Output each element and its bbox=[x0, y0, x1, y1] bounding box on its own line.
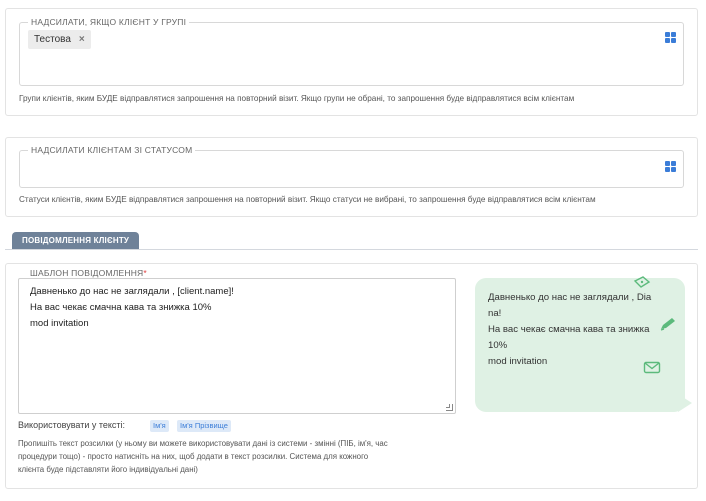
grid-select-icon[interactable] bbox=[665, 32, 676, 43]
pen-icon bbox=[659, 316, 677, 332]
groups-hint: Групи клієнтів, яким БУДЕ відправлятися запрошення на повторний візит. Якщо групи не обрані, то запрошення буде відправлятися всім клієнтам bbox=[19, 94, 575, 103]
message-preview-bubble bbox=[475, 278, 685, 412]
bubble-tail bbox=[678, 394, 692, 412]
statuses-select[interactable] bbox=[19, 145, 684, 188]
preview-line: mod invitation bbox=[488, 356, 548, 367]
template-hint-line: клієнта буде підставляти його індивідуальні дані) bbox=[18, 465, 198, 474]
template-hint-line: процедури тощо) - просто натисніть на них, щоб додати в текст розсилки. Система для кожного bbox=[18, 452, 369, 461]
template-line: Давненько до нас не заглядали , [client.name]! bbox=[30, 286, 234, 297]
preview-text bbox=[488, 290, 670, 370]
statuses-card bbox=[5, 137, 698, 217]
grid-select-icon[interactable] bbox=[665, 161, 676, 172]
vars-label: Використовувати у тексті: bbox=[18, 420, 126, 430]
template-textarea[interactable] bbox=[18, 278, 456, 414]
ticket-icon bbox=[633, 276, 651, 290]
statuses-legend: НАДСИЛАТИ КЛІЄНТАМ ЗІ СТАТУСОМ bbox=[28, 145, 195, 156]
var-tag-full-name[interactable]: Ім'я Прізвище bbox=[177, 420, 231, 432]
groups-select[interactable] bbox=[19, 17, 684, 86]
groups-card bbox=[5, 8, 698, 116]
template-line: На вас чекає смачна кава та знижка 10% bbox=[30, 302, 212, 313]
preview-line: na! bbox=[488, 308, 502, 319]
group-chip-label: Тестова bbox=[34, 34, 71, 45]
preview-line: 10% bbox=[488, 340, 508, 351]
statuses-hint: Статуси клієнтів, яким БУДЕ відправлятися запрошення на повторний візит. Якщо статуси не вибрані, то запрошення буде відправлятися всім клієнтам bbox=[19, 195, 596, 204]
required-mark: * bbox=[143, 268, 147, 278]
template-hint-line: Пропишіть текст розсилки (у ньому ви можете використовувати дані із системи - змінні (ПІБ, ім'я, час bbox=[18, 439, 388, 448]
envelope-icon bbox=[643, 361, 661, 374]
tab-client-message[interactable]: ПОВІДОМЛЕННЯ КЛІЄНТУ bbox=[12, 232, 139, 249]
chip-remove-icon[interactable]: × bbox=[78, 34, 85, 45]
group-chip bbox=[28, 30, 91, 49]
var-tag-first-name[interactable]: Ім'я bbox=[150, 420, 169, 432]
groups-legend: НАДСИЛАТИ, ЯКЩО КЛІЄНТ У ГРУПІ bbox=[28, 17, 189, 28]
template-legend-label: ШАБЛОН ПОВІДОМЛЕННЯ bbox=[30, 268, 144, 278]
preview-line: Давненько до нас не заглядали , Dia bbox=[488, 292, 652, 303]
template-line: mod invitation bbox=[30, 318, 89, 329]
preview-line: На вас чекає смачна кава та знижка bbox=[488, 324, 650, 335]
resize-handle[interactable] bbox=[446, 404, 453, 411]
template-hint bbox=[18, 437, 463, 476]
section-divider bbox=[5, 249, 698, 250]
